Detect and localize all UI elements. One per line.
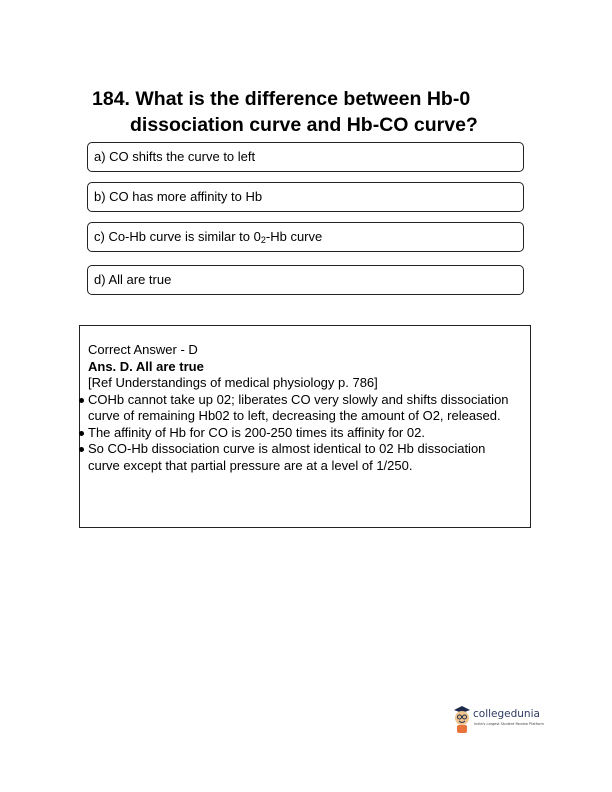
bullet-text: COHb cannot take up 02; liberates CO very slowly and shifts dissociation curve of remaining Hb02 to left, decreasing the amount of O2, released. bbox=[88, 391, 509, 423]
bullet-dot-icon bbox=[79, 447, 84, 452]
option-a-label: a) CO shifts the curve to left bbox=[94, 149, 256, 164]
question-text-line1: What is the difference between Hb-0 bbox=[135, 88, 471, 110]
question-heading bbox=[92, 86, 552, 138]
bullet-text: So CO-Hb dissociation curve is almost identical to 02 Hb dissociation curve except that partial pressure are at a level of 1/250. bbox=[88, 441, 486, 473]
option-c-text-end: -Hb curve bbox=[265, 229, 323, 244]
option-c-subscript: 2 bbox=[260, 235, 266, 245]
option-b[interactable] bbox=[87, 182, 524, 212]
option-b-label: b) CO has more affinity to Hb bbox=[94, 189, 263, 204]
option-c[interactable] bbox=[87, 222, 524, 252]
logo-wordmark: collegedunia bbox=[473, 708, 540, 720]
question-number: 184. bbox=[92, 88, 130, 110]
bullet-item bbox=[88, 441, 520, 474]
bullet-item bbox=[88, 425, 520, 442]
option-c-label bbox=[94, 229, 322, 244]
option-c-text: c) Co-Hb curve is similar to 0 bbox=[94, 229, 261, 244]
bullet-item bbox=[88, 392, 520, 425]
answer-explanation-box bbox=[79, 325, 531, 528]
answer-title: Ans. D. All are true bbox=[88, 358, 204, 374]
option-d-label: d) All are true bbox=[94, 272, 172, 287]
bullet-text: The affinity of Hb for CO is 200-250 times its affinity for 02. bbox=[88, 424, 425, 440]
correct-answer-line: Correct Answer - D bbox=[88, 342, 198, 357]
reference-line: [Ref Understandings of medical physiology p. 786] bbox=[88, 375, 378, 390]
question-text-line2: dissociation curve and Hb-CO curve? bbox=[130, 114, 478, 136]
option-a[interactable] bbox=[87, 142, 524, 172]
option-d[interactable] bbox=[87, 265, 524, 295]
logo-tagline: India's Largest Student Review Platform bbox=[474, 722, 544, 726]
answer-content bbox=[88, 342, 520, 474]
bullet-dot-icon bbox=[79, 398, 84, 403]
bullet-dot-icon bbox=[79, 431, 84, 436]
